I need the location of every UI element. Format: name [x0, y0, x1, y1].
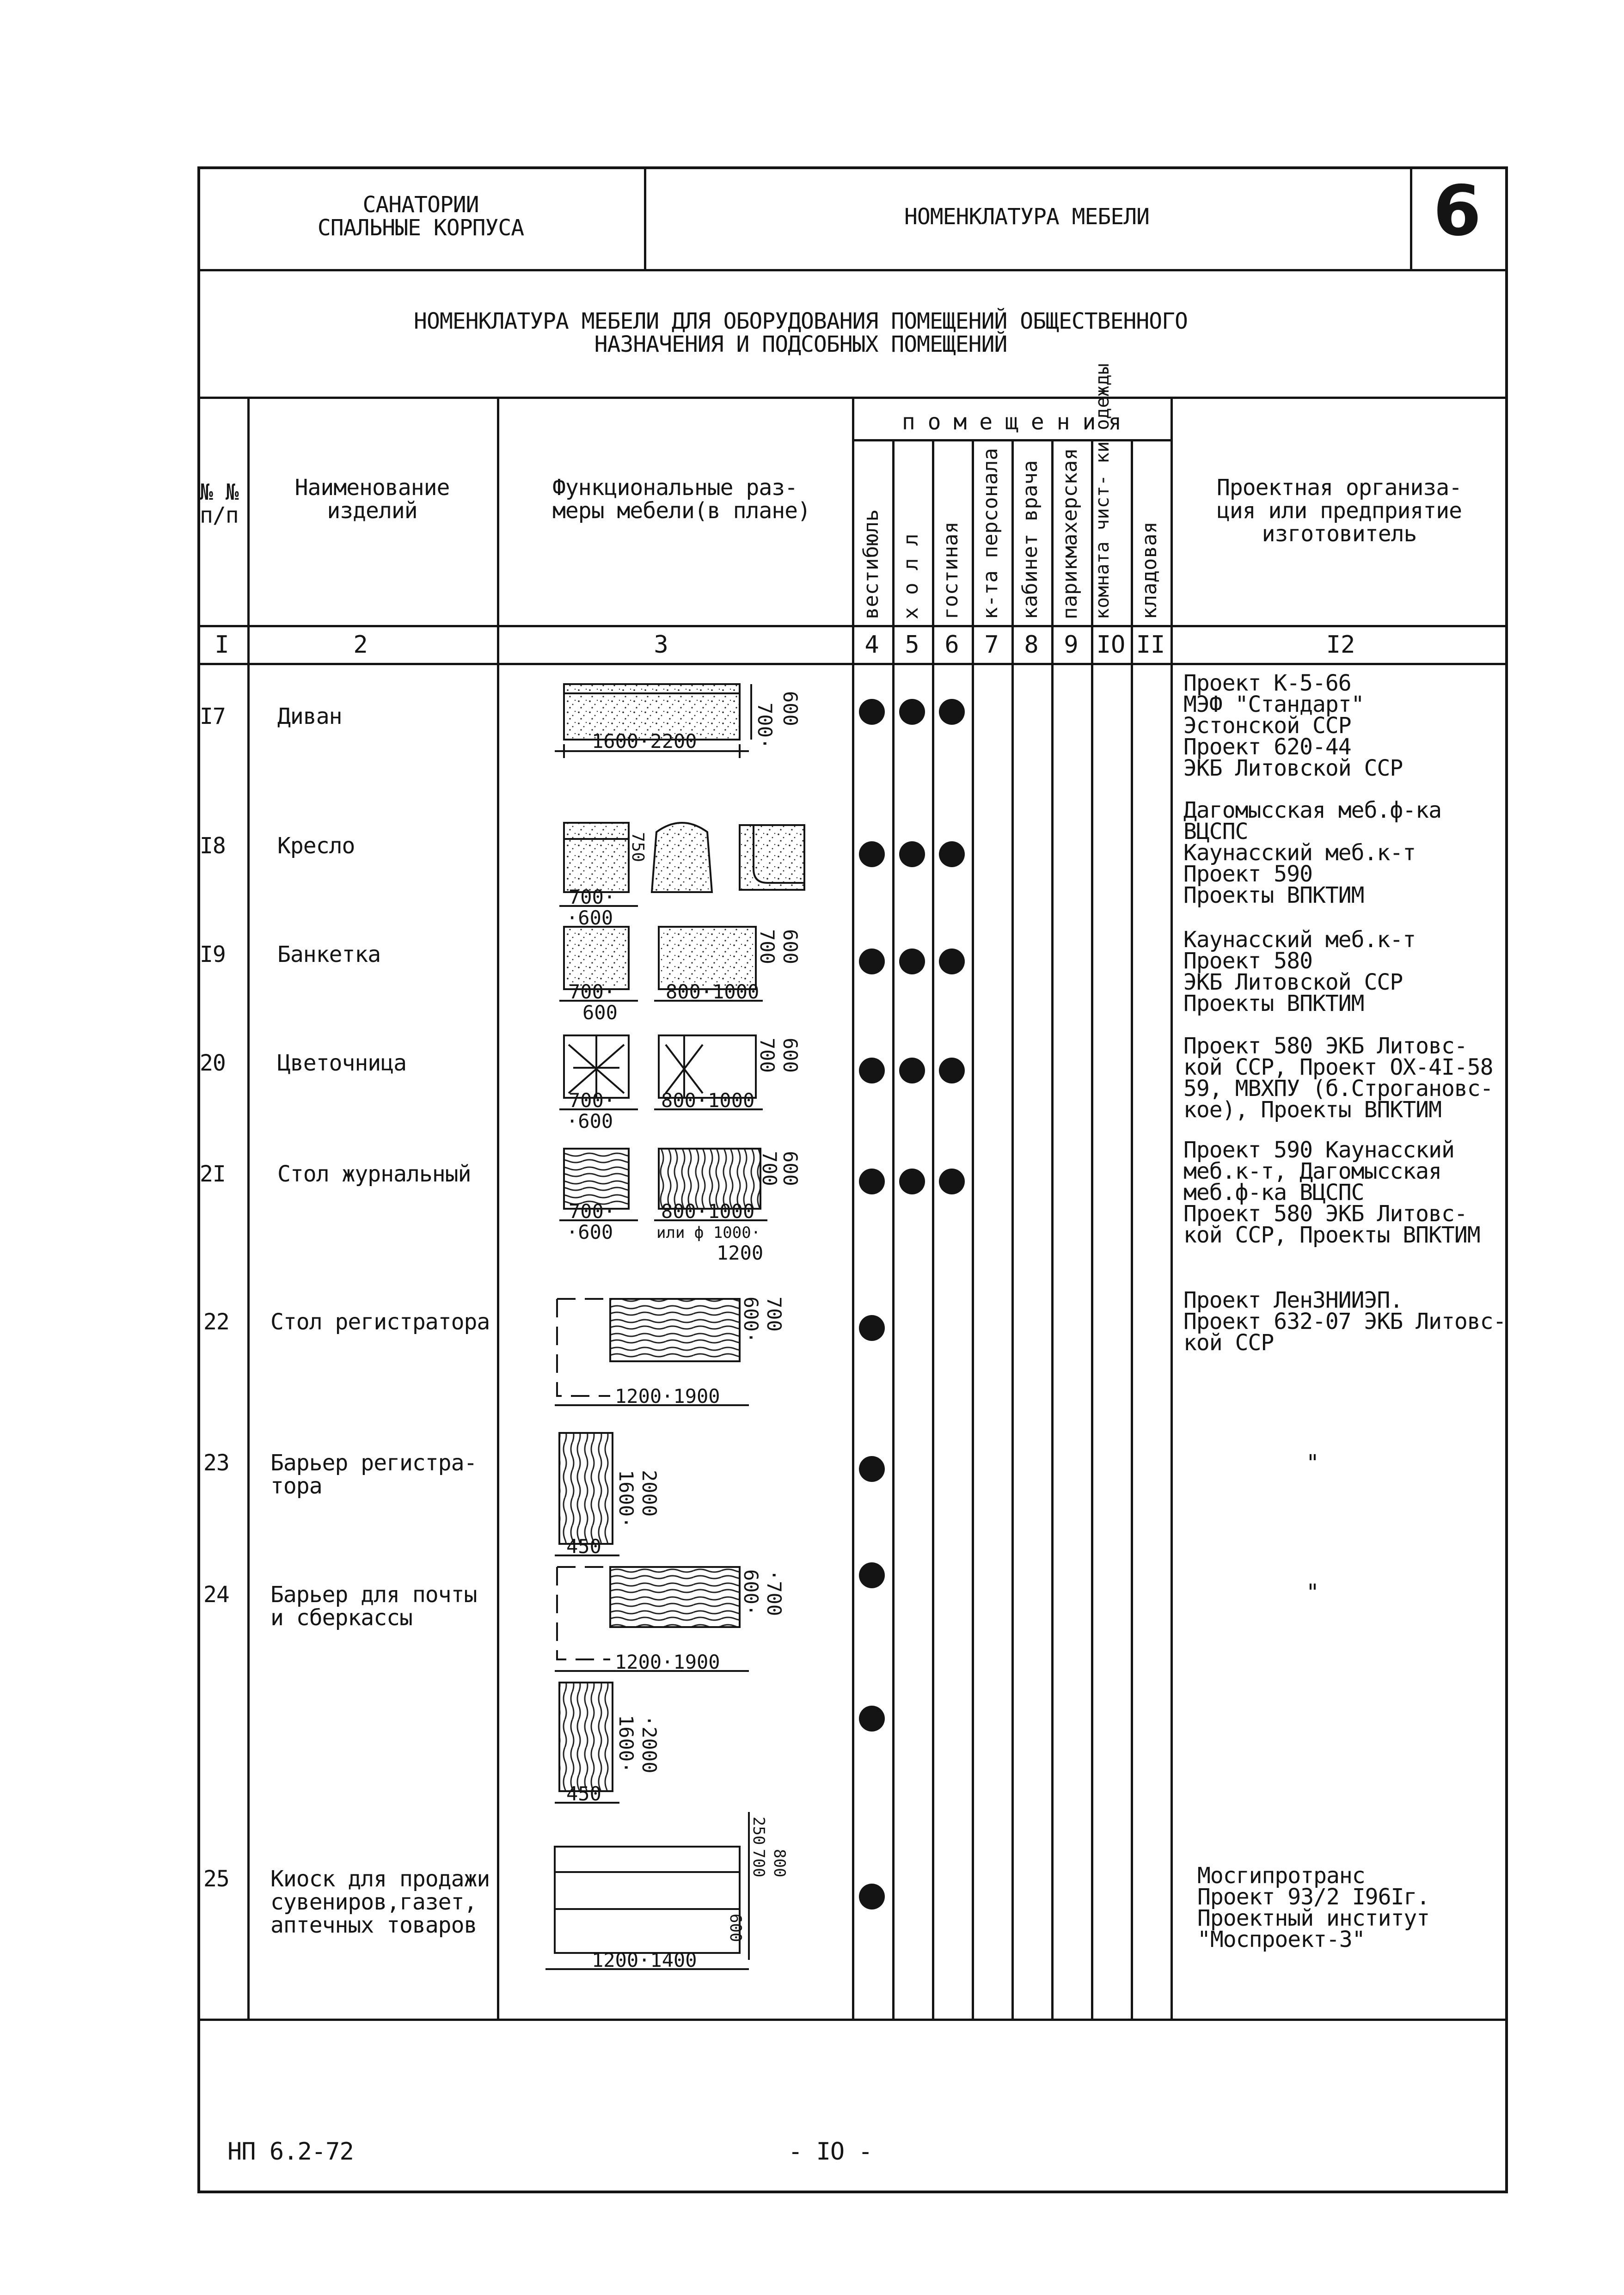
row-18-mark-hall	[899, 841, 925, 867]
row-22-dim-3: 700	[763, 1297, 785, 1332]
col-line-1	[247, 397, 250, 2020]
furniture-sketches	[499, 666, 851, 2020]
row-22-org: Проект ЛенЗНИИЭП. Проект 632-07 ЭКБ Литовс- кой ССР	[1183, 1287, 1506, 1356]
row-24-dim-1: 1200·1900	[615, 1651, 720, 1673]
row-25-dim-5: 600	[726, 1914, 745, 1942]
row-21-mark-vestibule	[859, 1169, 885, 1194]
row-25-mark-vestibule	[859, 1884, 885, 1909]
row-20-mark-lounge	[939, 1058, 965, 1083]
colnum-3: 3	[654, 631, 668, 659]
row-22-name: Стол регистратора	[270, 1309, 490, 1335]
col-header-num: № № п/п	[200, 479, 239, 528]
row-23-name: Барьер регистра- тора	[270, 1450, 477, 1499]
col-line-8	[1051, 439, 1054, 2020]
row-23-mark-vestibule	[859, 1456, 885, 1482]
row-20-mark-hall	[899, 1058, 925, 1083]
footer-code: НП 6.2-72	[227, 2138, 354, 2166]
row-22-dim-2: 600·	[740, 1297, 762, 1344]
row-18-mark-lounge	[939, 841, 965, 867]
row-20-name: Цветочница	[277, 1050, 406, 1076]
row-21-name: Стол журнальный	[277, 1161, 471, 1187]
row-18-mark-vestibule	[859, 841, 885, 867]
row-19-dim-5: 600	[779, 929, 802, 964]
row-17-mark-vestibule	[859, 699, 885, 725]
row-25-name: Киоск для продажи сувениров,газет, аптечных товаров	[270, 1866, 490, 1938]
colnum-8: 8	[1024, 631, 1039, 659]
row-25-num: 25	[203, 1866, 229, 1892]
row-23-org: "	[1306, 1450, 1319, 1476]
row-20-dim-3: 800·1000	[661, 1089, 755, 1112]
row-23-num: 23	[203, 1450, 229, 1476]
room-staff: к-та персонала	[979, 448, 1002, 619]
row-24-dim-2: 600·	[740, 1569, 762, 1616]
row-17-name: Диван	[277, 704, 342, 729]
row-25-dim-2: 250	[749, 1817, 768, 1845]
row-23-dim-3: 2000	[638, 1470, 661, 1517]
row-24-num: 24	[203, 1582, 229, 1608]
row-19-name: Банкетка	[277, 942, 381, 967]
row-17-org: Проект К-5-66 МЭФ "Стандарт" Эстонской ССР Проект 620-44 ЭКБ Литовской ССР	[1183, 670, 1403, 781]
col-line-11	[1171, 397, 1173, 2020]
row-20-org: Проект 580 ЭКБ Литовс- кой ССР, Проект ОХ-4I-58 59, МВХПУ (б.Строгановс- кое), Проекты ВПКТИМ	[1183, 1033, 1493, 1123]
row-19-dim-3: 800·1000	[666, 980, 760, 1003]
row-25-org: Мосгипротранс Проект 93/2 I96Iг. Проектный институт "Моспроект-3"	[1197, 1863, 1430, 1952]
row-19-mark-hall	[899, 949, 925, 974]
row-20-dim-4: 700	[756, 1038, 778, 1073]
row-21-dim-2: ·600	[566, 1221, 613, 1243]
row-21-dim-4: или ф 1000·	[656, 1224, 761, 1242]
col-header-org: Проектная организа- ция или предприятие изготовитель	[1216, 475, 1462, 547]
row-20-dim-2: ·600	[566, 1110, 613, 1132]
row-22-mark-vestibule	[859, 1315, 885, 1341]
footer-page: - IO -	[788, 2138, 872, 2166]
row-17-mark-lounge	[939, 699, 965, 725]
page-subtitle: НОМЕНКЛАТУРА МЕБЕЛИ ДЛЯ ОБОРУДОВАНИЯ ПОМЕЩЕНИЙ ОБЩЕСТВЕННОГО НАЗНАЧЕНИЯ И ПОДСОБНЫХ ПОМЕЩЕНИЙ	[414, 308, 1188, 357]
room-doctor: кабинет врача	[1018, 460, 1042, 619]
row-20-mark-vestibule	[859, 1058, 885, 1083]
col-line-10	[1131, 439, 1133, 2020]
table-bottom-line	[197, 2019, 1508, 2021]
row-18-dim-2: 700·	[569, 886, 616, 908]
row-25-dim-1: 1200·1400	[592, 1949, 697, 1971]
row-21-dim-7: 600	[779, 1151, 802, 1186]
row-24-mark-vestibule	[859, 1562, 885, 1588]
row-24-dim-6: ·2000	[638, 1715, 661, 1774]
row-22-dim-1: 1200·1900	[615, 1385, 720, 1408]
colnum-12: I2	[1326, 631, 1355, 659]
row-25-dim-4: 800	[770, 1849, 789, 1878]
row-24-dim-4: 450	[566, 1782, 601, 1805]
row-25-dim-3: 700	[749, 1849, 768, 1878]
row-20-dim-1: 700·	[569, 1089, 616, 1112]
row-23-dim-1: 450	[566, 1535, 601, 1558]
colnum-4: 4	[864, 631, 879, 659]
row-18-name: Кресло	[277, 833, 355, 859]
row-24-dim-3: ·700	[763, 1569, 785, 1616]
col-header-name: Наименование изделий	[294, 475, 450, 524]
rooms-group-line	[852, 439, 1171, 441]
col-line-7	[1011, 439, 1014, 2020]
colnum-6: 6	[944, 631, 959, 659]
colnum-7: 7	[984, 631, 999, 659]
room-vestibule: вестибюль	[859, 509, 883, 619]
colnum-top-line	[197, 625, 1508, 627]
row-21-mark-lounge	[939, 1169, 965, 1194]
row-19-dim-1: 700·	[569, 980, 616, 1003]
row-18-num: I8	[200, 833, 226, 859]
row-20-dim-5: 600	[779, 1038, 802, 1073]
col-line-9	[1091, 439, 1093, 2020]
colnum-2: 2	[353, 631, 368, 659]
col-line-6	[972, 439, 974, 2020]
room-storage: кладовая	[1138, 521, 1161, 619]
colnum-1: I	[214, 631, 229, 659]
header-left-title: САНАТОРИИ СПАЛЬНЫЕ КОРПУСА	[317, 192, 524, 241]
header-bottom-line	[197, 269, 1508, 271]
row-17-num: I7	[200, 704, 226, 729]
row-22-num: 22	[203, 1309, 229, 1335]
col-header-rooms-group: п о м е щ е н и я	[901, 409, 1121, 435]
room-cleaning: комната чист- ки одежды	[1092, 363, 1113, 619]
row-19-org: Каунасский меб.к-т Проект 580 ЭКБ Литовской ССР Проекты ВПКТИМ	[1183, 927, 1416, 1016]
row-21-dim-1: 700·	[569, 1200, 616, 1223]
row-21-num: 2I	[200, 1161, 226, 1187]
row-19-dim-4: 700	[756, 929, 778, 964]
row-21-mark-hall	[899, 1169, 925, 1194]
header-center-title: НОМЕНКЛАТУРА МЕБЕЛИ	[904, 204, 1150, 230]
row-19-dim-2: 600	[582, 1001, 618, 1024]
col-line-4	[892, 439, 895, 2020]
row-17-dim-1: 700·	[754, 703, 776, 750]
row-17-mark-hall	[899, 699, 925, 725]
row-19-num: I9	[200, 942, 226, 967]
room-barber: парикмахерская	[1058, 448, 1082, 619]
row-19-mark-vestibule	[859, 949, 885, 974]
row-20-num: 20	[200, 1050, 226, 1076]
row-18-org: Дагомысская меб.ф-ка ВЦСПС Каунасский меб.к-т Проект 590 Проекты ВПКТИМ	[1183, 797, 1441, 908]
row-24-name: Барьер для почты и сберкассы	[270, 1582, 477, 1631]
sheet-number: 6	[1433, 171, 1482, 251]
row-23-dim-2: 1600·	[615, 1470, 637, 1529]
colnum-9: 9	[1064, 631, 1079, 659]
row-17-dim-2: 600	[779, 691, 802, 726]
row-21-org: Проект 590 Каунасский меб.к-т, Дагомысская меб.ф-ка ВЦСПС Проект 580 ЭКБ Литовс- кой ССР, Проекты ВПКТИМ	[1183, 1137, 1480, 1248]
row-24-dim-5: 1600·	[615, 1715, 637, 1774]
room-lounge: гостиная	[939, 521, 962, 619]
col-header-dims: Функциональные раз- меры мебели(в плане)	[552, 475, 810, 524]
row-17-dim-3: 1600·2200	[592, 730, 697, 753]
colnum-11: II	[1136, 631, 1165, 659]
row-24-org: "	[1306, 1579, 1319, 1605]
row-24-mark2-vestibule	[859, 1706, 885, 1732]
room-hall: х о л л	[899, 533, 923, 619]
colnum-bottom-line	[197, 663, 1508, 665]
row-19-mark-lounge	[939, 949, 965, 974]
colnum-5: 5	[905, 631, 919, 659]
row-21-dim-3: 800·1000	[661, 1200, 755, 1223]
colnum-10: IO	[1096, 631, 1126, 659]
row-18-dim-3: ·600	[566, 906, 613, 929]
col-line-5	[932, 439, 934, 2020]
row-18-dim-1: 750	[628, 832, 647, 863]
row-21-dim-6: 700	[758, 1151, 781, 1186]
header-divider-2	[1410, 166, 1412, 270]
row-21-dim-5: 1200	[717, 1242, 764, 1264]
